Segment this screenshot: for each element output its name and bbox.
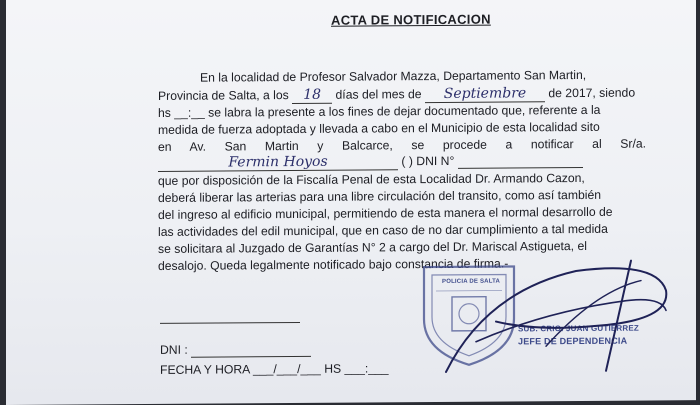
year-text: de 2017, siendo	[548, 85, 636, 101]
paragraph-line-9: del ingreso al edificio municipal, permitiendo de esta manera el normal desarrollo de	[158, 204, 613, 222]
paragraph-line-11: se solicitara al Juzgado de Garantías N° 2 a cargo del Dr. Mariscal Astigueta, el	[158, 238, 587, 256]
footer-dni-label: DNI :	[160, 342, 188, 357]
day-field: 18	[292, 87, 332, 104]
paragraph-line-7: que por disposición de la Fiscalía Penal de esta Localidad Dr. Armando Cazon,	[158, 170, 585, 188]
paragraph-line-3	[158, 103, 600, 120]
handwritten-signature	[426, 250, 686, 387]
purpose-text: se labra la presente a los fines de dejar documentado que, referente a la	[208, 102, 601, 120]
paragraph-line-8: deberá liberar las arterias para una libre circulación del transito, como así también	[158, 187, 602, 205]
fecha-label: FECHA Y HORA	[160, 362, 250, 377]
month-intro-text: días del mes de	[335, 87, 422, 102]
date-intro-text: Provincia de Salta, a los	[158, 88, 289, 103]
paragraph-line-4: medida de fuerza adoptada y llevada a cabo en el Municipio de esta localidad sito	[158, 119, 600, 137]
hs-footer-blanks: ___:___	[344, 361, 389, 376]
document-sheet	[6, 0, 696, 405]
footer-dni-blank	[191, 342, 311, 358]
document-title: ACTA DE NOTIFICACION	[331, 11, 491, 28]
name-paren-blank: ( )	[401, 154, 413, 169]
notified-name-field: Fermin Hoyos	[158, 153, 398, 172]
paragraph-line-6	[158, 152, 583, 172]
dni-label: DNI N°	[416, 153, 455, 169]
paragraph-line-10: las actividades del edil municipal, que en caso de no dar cumplimiento a tal medida	[158, 221, 608, 239]
hs-label: hs	[158, 105, 171, 120]
stamp-top-text: POLICIA DE SALTA	[442, 278, 501, 285]
time-blank: __:__	[174, 105, 205, 120]
dni-blank	[458, 153, 583, 169]
paragraph-line-12: desalojo. Queda legalmente notificado bajo constancia de firma.-	[158, 256, 509, 273]
stamp-official-name: SUB. CRIO. JUAN GUTIERREZ	[518, 323, 640, 334]
date-time-row	[160, 361, 389, 377]
fecha-blanks: ___/___/___	[253, 361, 321, 377]
signature-line	[160, 322, 300, 324]
paragraph-line-5: en Av. San Martin y Balcarce, se procede a notificar al Sr/a.	[158, 136, 646, 154]
month-field: Septiembre	[425, 85, 545, 103]
stamp-official-role: JEFE DE DEPENDENCIA	[518, 335, 628, 347]
paragraph-line-2	[158, 85, 635, 105]
dni-row	[160, 342, 311, 358]
hs-footer-label: HS	[324, 361, 342, 376]
paragraph-line-1: En la localidad de Profesor Salvador Mazza, Departamento San Martin,	[200, 67, 587, 85]
